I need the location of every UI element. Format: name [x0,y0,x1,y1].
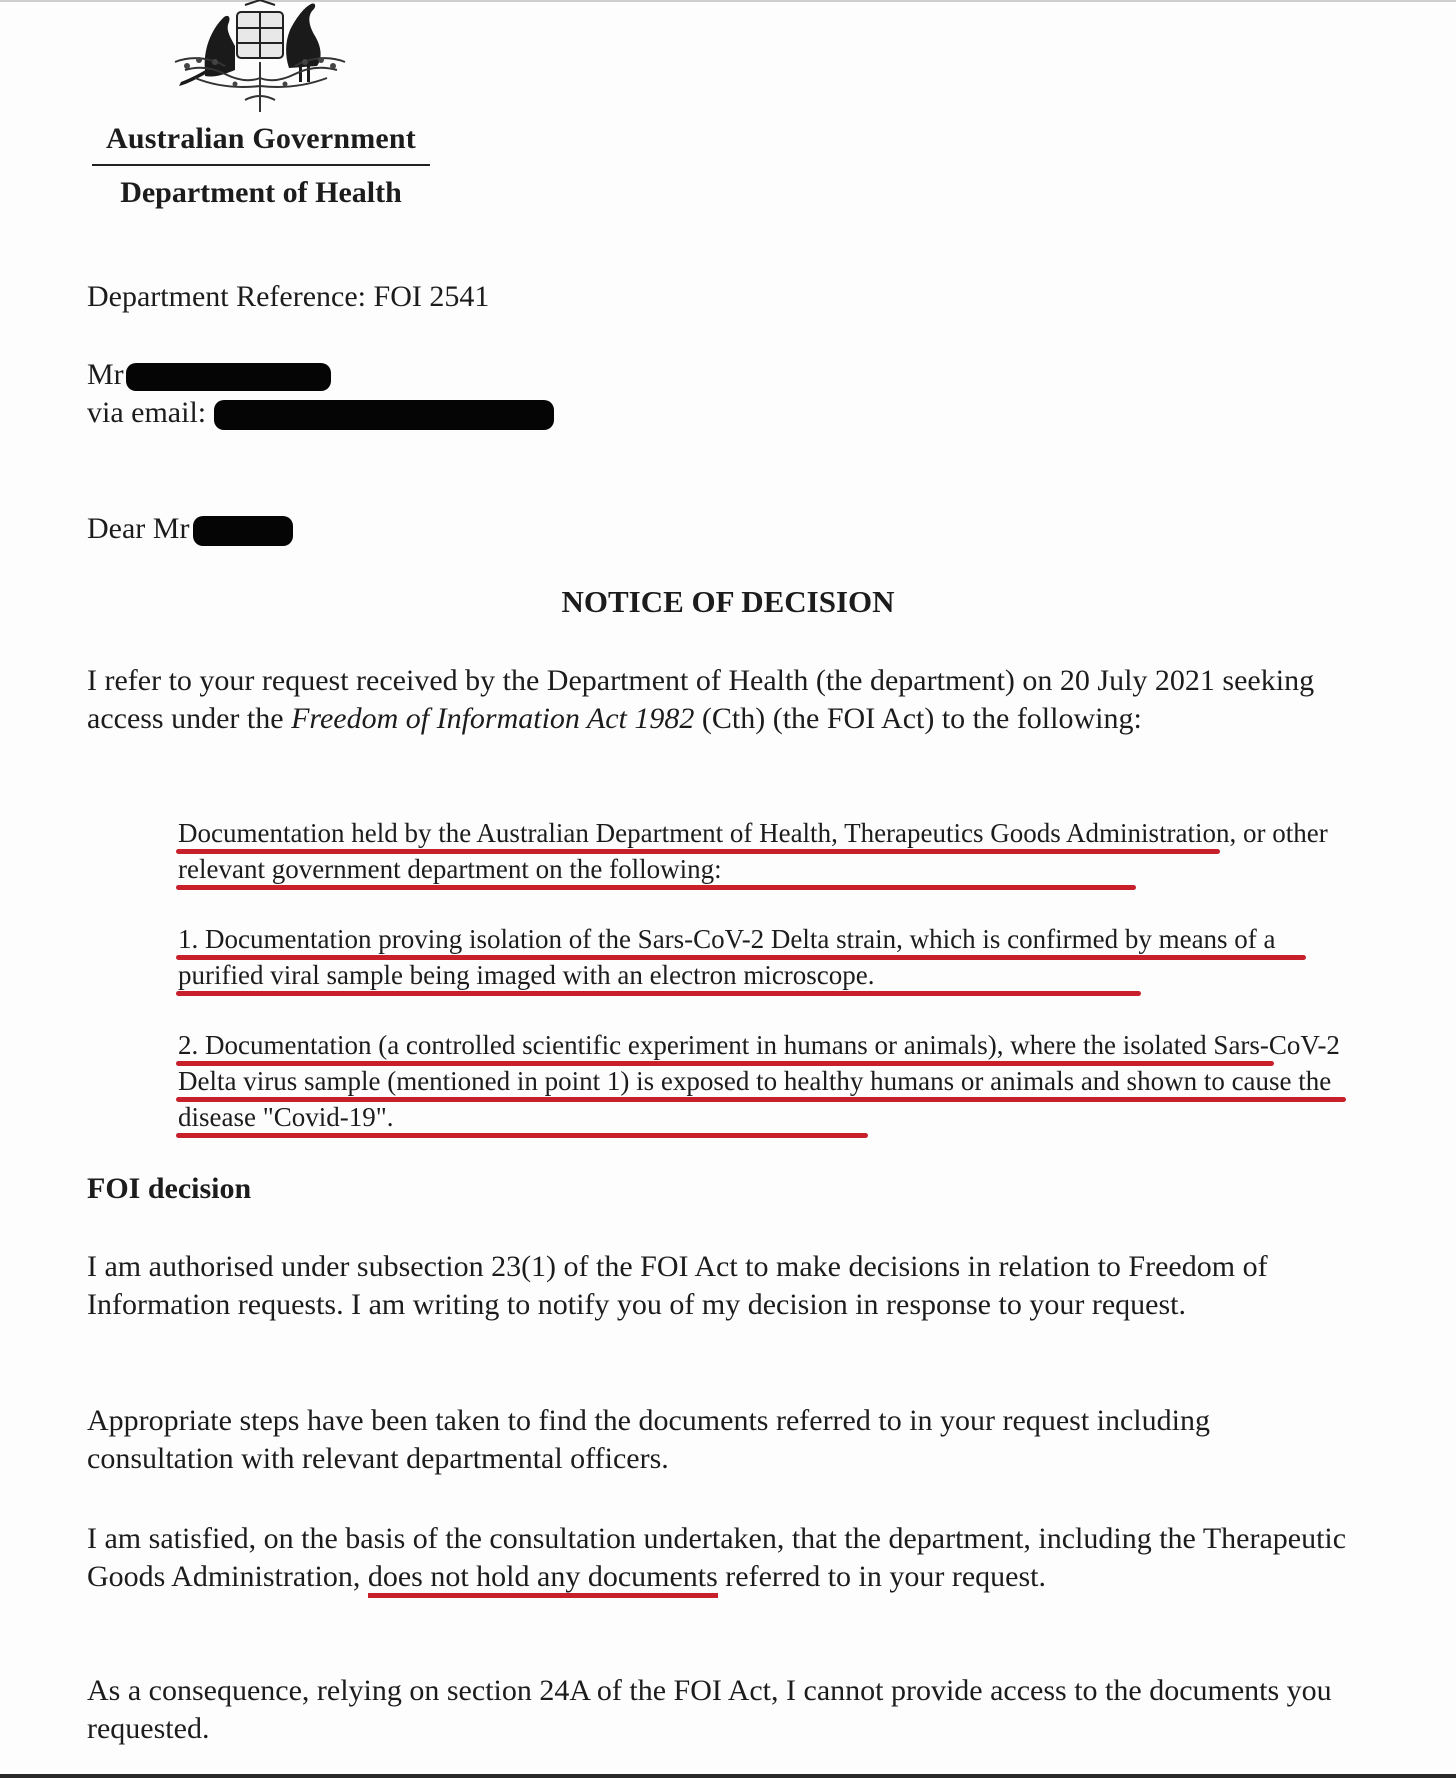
recipient-salutation: Mr [87,358,124,391]
intro-paragraph [87,662,1357,738]
red-underline [176,885,1136,890]
request-item-2: 2. Documentation (a controlled scientific experiment in humans or animals), where the isolated Sars-CoV-2 Delta virus sample (mentioned in point 1) is exposed to healthy humans or animals and shown to cause the disease "Covid-19". [178,1030,1340,1132]
greeting-line [87,510,293,548]
coat-of-arms-icon [165,0,355,115]
red-underline [176,1097,1346,1102]
redaction-bar [193,516,293,546]
red-underline [176,991,1141,996]
request-item-1: 1. Documentation proving isolation of the Sars-CoV-2 Delta strain, which is confirmed by means of a purified viral sample being imaged with an electron microscope. [178,924,1276,990]
paragraph-consequence: As a consequence, relying on section 24A of the FOI Act, I cannot provide access to the documents you requested. [87,1674,1332,1745]
red-underline [176,849,1220,854]
notice-title: NOTICE OF DECISION [561,584,895,619]
satisfied-text-2: referred to in your request. [717,1560,1046,1593]
recipient-name-line [87,356,331,394]
red-underline [176,955,1306,960]
highlighted-phrase: does not hold any documents [368,1560,718,1598]
satisfied-text-1: I am satisfied, on the basis of the consultation undertaken, that the department, including the Therapeutic Goods Administration, [87,1522,1347,1593]
department-name: Department of Health [120,176,402,209]
department-reference: Department Reference: FOI 2541 [87,280,490,313]
recipient-email-line [87,394,554,432]
redaction-bar [126,363,331,391]
bottom-edge [0,1774,1456,1778]
red-underline [176,1133,868,1138]
redaction-bar [214,400,554,430]
request-preamble: Documentation held by the Australian Department of Health, Therapeutics Goods Administration, or other relevant government department on the following: [178,818,1328,884]
foi-decision-heading: FOI decision [87,1172,252,1205]
greeting: Dear Mr [87,512,190,545]
government-header [92,122,430,210]
email-label: via email: [87,396,207,429]
government-name: Australian Government [92,122,430,166]
red-underline [176,1061,1274,1066]
intro-text-1: I refer to your request received by the Department of Health (the department) on 20 July 2021 seeking access under the [87,664,1315,735]
act-name: Freedom of Information Act 1982 [291,702,695,735]
paragraph-satisfied [87,1520,1357,1596]
paragraph-authorisation: I am authorised under subsection 23(1) of the FOI Act to make decisions in relation to Freedom of Information requests. I am writing to notify you of my decision in response to your request. [87,1250,1268,1321]
intro-text-2: (Cth) (the FOI Act) to the following: [694,702,1142,735]
paragraph-steps: Appropriate steps have been taken to find the documents referred to in your request including consultation with relevant departmental officers. [87,1404,1210,1475]
